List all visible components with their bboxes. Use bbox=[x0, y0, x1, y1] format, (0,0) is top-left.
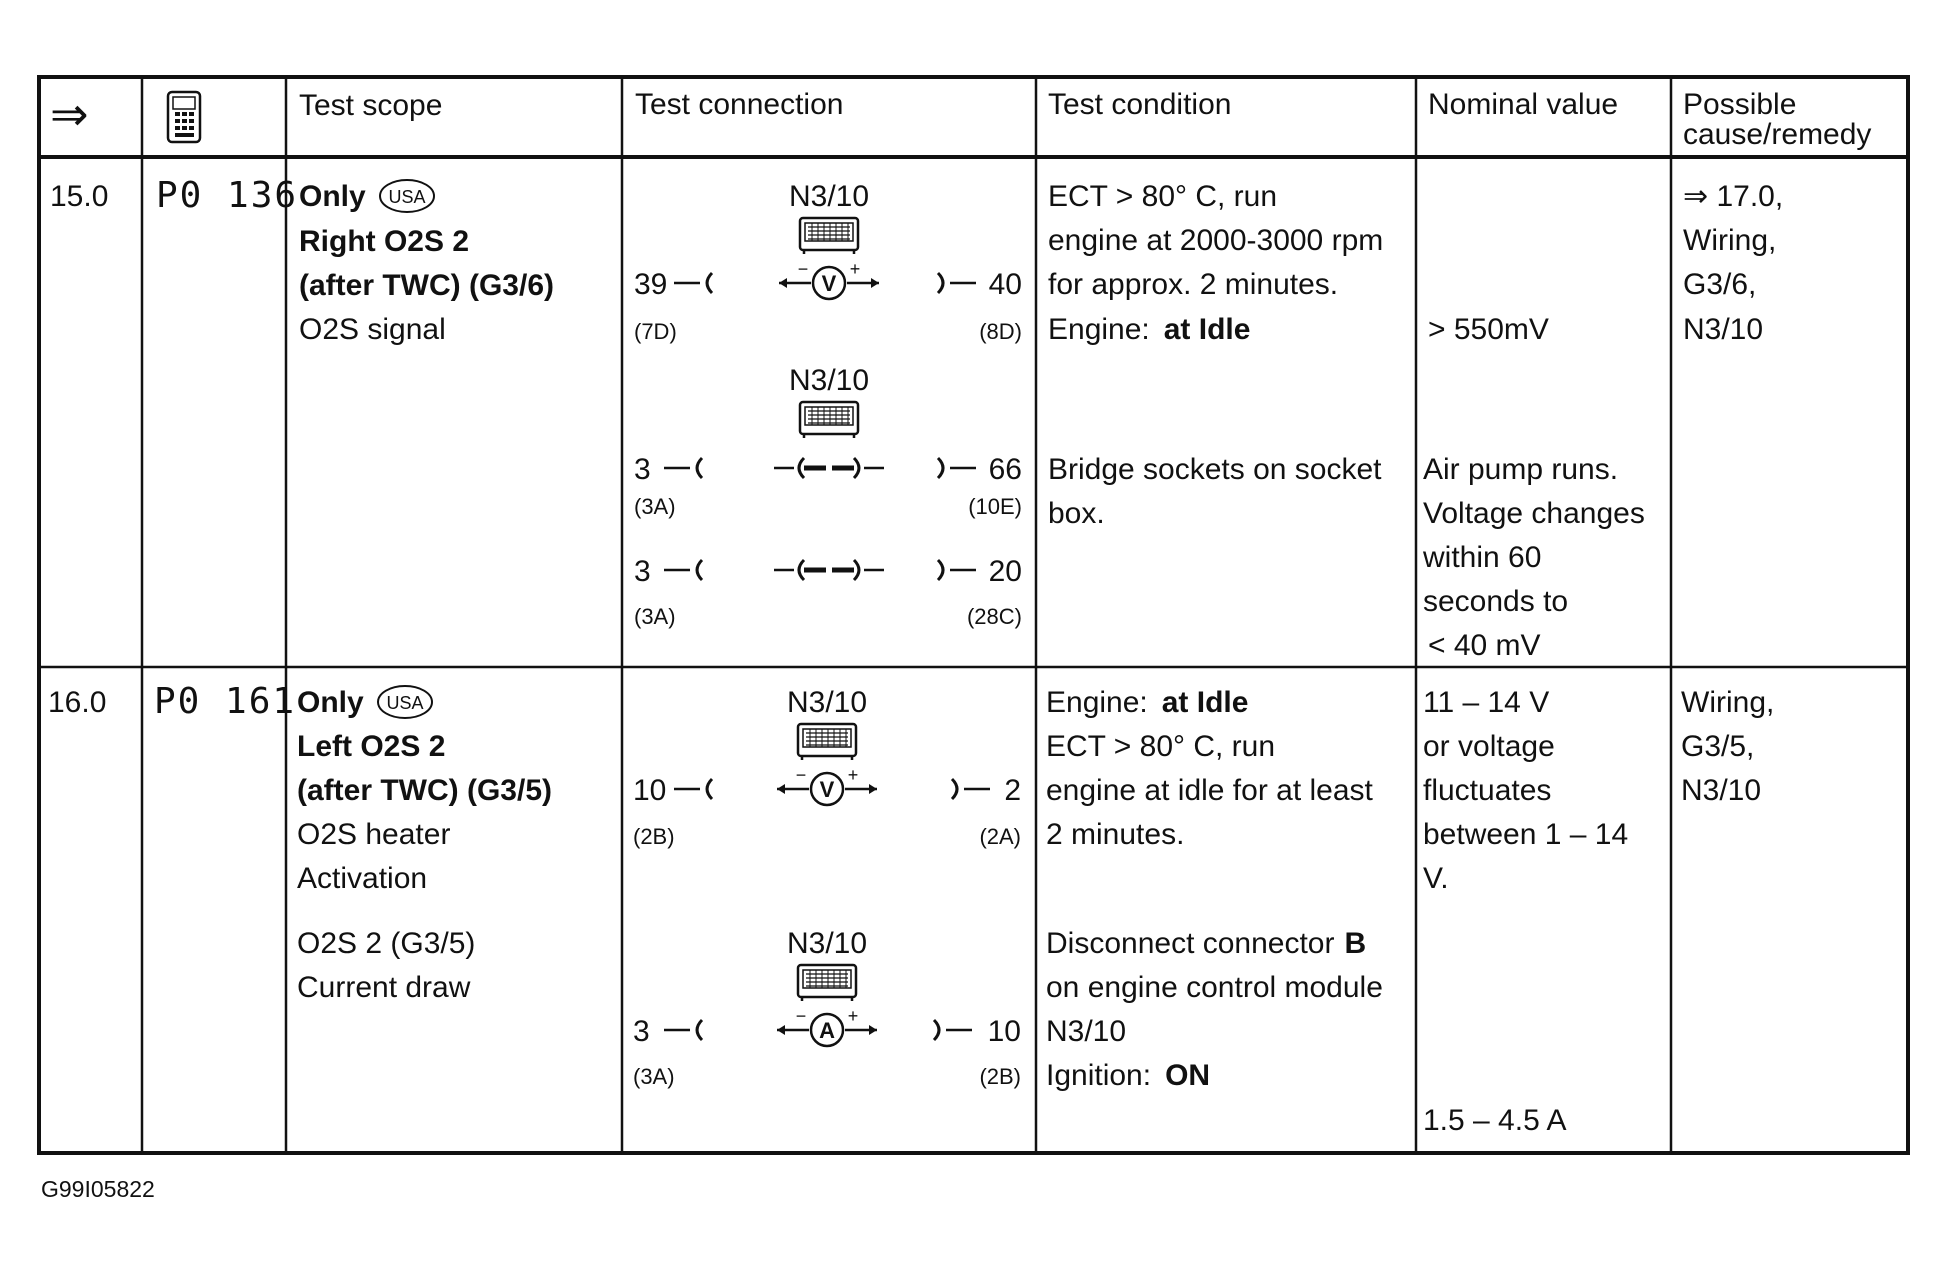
scope-only: Only bbox=[297, 686, 364, 719]
nominal-value: > 550mV bbox=[1428, 313, 1549, 346]
nominal-value: or voltage bbox=[1423, 730, 1555, 763]
connection-diagram bbox=[634, 555, 1022, 629]
nominal-value: < 40 mV bbox=[1428, 629, 1541, 662]
module-icon bbox=[800, 218, 858, 254]
header-test-connection: Test connection bbox=[635, 88, 844, 121]
left-pin: 3 bbox=[634, 555, 651, 588]
right-location: (8D) bbox=[979, 319, 1022, 344]
scope-text-3: O2S 2 (G3/5) bbox=[297, 927, 476, 960]
remedy-line: Wiring, bbox=[1681, 686, 1775, 719]
condition-line: ECT > 80° C, run bbox=[1048, 180, 1278, 213]
left-pin: 3 bbox=[634, 453, 651, 486]
condition-line: N3/10 bbox=[1046, 1015, 1127, 1048]
right-location: (10E) bbox=[968, 494, 1022, 519]
condition-line: 2 minutes. bbox=[1046, 818, 1185, 851]
usa-badge bbox=[380, 180, 434, 212]
right-location: (2A) bbox=[979, 824, 1021, 849]
left-pin: 3 bbox=[633, 1015, 650, 1048]
header-nominal-value: Nominal value bbox=[1428, 88, 1619, 121]
figure-id: G99I05822 bbox=[41, 1176, 155, 1202]
left-location: (2B) bbox=[633, 824, 675, 849]
right-plug-icon bbox=[938, 560, 976, 580]
scope-text-4: Current draw bbox=[297, 971, 471, 1004]
connection-diagram bbox=[634, 180, 1022, 344]
left-pin: 39 bbox=[634, 268, 668, 301]
svg-text:+: + bbox=[847, 1006, 859, 1026]
svg-text:A: A bbox=[819, 1018, 835, 1043]
header-test-condition: Test condition bbox=[1048, 88, 1232, 121]
right-pin: 66 bbox=[988, 453, 1022, 486]
svg-text:V: V bbox=[821, 271, 837, 296]
svg-text:−: − bbox=[797, 259, 809, 279]
scope-title-2: (after TWC) (G3/5) bbox=[297, 774, 552, 807]
left-plug-icon bbox=[664, 1020, 702, 1040]
condition-line: Disconnect connector B bbox=[1046, 927, 1367, 960]
nominal-value: 11 – 14 V bbox=[1423, 686, 1550, 719]
right-location: (28C) bbox=[966, 604, 1022, 629]
fault-code: P0 161 bbox=[154, 681, 297, 722]
bridge-icon bbox=[774, 560, 884, 580]
svg-text:−: − bbox=[795, 1006, 807, 1026]
remedy-line: G3/5, bbox=[1681, 730, 1755, 763]
svg-text:−: − bbox=[795, 765, 807, 785]
condition-line: Engine: at Idle bbox=[1046, 686, 1249, 719]
condition-line: Bridge sockets on socket bbox=[1048, 453, 1382, 486]
connection-diagram bbox=[633, 927, 1021, 1089]
svg-text:USA: USA bbox=[386, 693, 424, 713]
header-possible-cause-1: Possible bbox=[1683, 88, 1797, 121]
condition-line: Ignition: ON bbox=[1046, 1059, 1211, 1092]
module-icon bbox=[800, 402, 858, 438]
connection-diagram bbox=[633, 686, 1021, 849]
table-row bbox=[48, 681, 1774, 1137]
table-row bbox=[50, 175, 1783, 662]
step-number: 15.0 bbox=[50, 180, 109, 213]
fault-code: P0 136 bbox=[156, 175, 299, 216]
right-location: (2B) bbox=[979, 1064, 1021, 1089]
module-icon bbox=[798, 724, 856, 760]
module-label: N3/10 bbox=[788, 364, 870, 397]
ammeter-icon bbox=[777, 1006, 877, 1046]
right-plug-icon bbox=[938, 273, 976, 293]
right-pin: 2 bbox=[1004, 774, 1021, 807]
voltmeter-icon bbox=[779, 259, 879, 299]
module-label: N3/10 bbox=[786, 686, 868, 719]
left-location: (3A) bbox=[633, 1064, 675, 1089]
right-plug-icon bbox=[952, 779, 990, 799]
scope-title-1: Left O2S 2 bbox=[297, 730, 446, 763]
tester-device-icon bbox=[168, 92, 200, 142]
remedy-line: Wiring, bbox=[1683, 224, 1777, 257]
scope-title-1: Right O2S 2 bbox=[299, 225, 470, 258]
nominal-value: Voltage changes bbox=[1423, 497, 1645, 530]
nominal-value: within 60 bbox=[1423, 541, 1542, 574]
nominal-value: V. bbox=[1423, 862, 1449, 895]
left-location: (3A) bbox=[634, 604, 676, 629]
right-plug-icon bbox=[934, 1020, 972, 1040]
condition-line: for approx. 2 minutes. bbox=[1048, 268, 1339, 301]
condition-line: on engine control module bbox=[1046, 971, 1383, 1004]
connection-diagram bbox=[634, 364, 1022, 519]
right-pin: 40 bbox=[988, 268, 1022, 301]
header-possible-cause-2: cause/remedy bbox=[1683, 118, 1872, 151]
right-pin: 20 bbox=[988, 555, 1022, 588]
header-arrow: ⇒ bbox=[50, 88, 89, 140]
condition-line: Engine: at Idle bbox=[1048, 313, 1251, 346]
nominal-value: seconds to bbox=[1423, 585, 1569, 618]
right-pin: 10 bbox=[987, 1015, 1021, 1048]
remedy-line: G3/6, bbox=[1683, 268, 1757, 301]
scope-text-1: O2S heater bbox=[297, 818, 451, 851]
module-label: N3/10 bbox=[788, 180, 870, 213]
header-test-scope: Test scope bbox=[299, 89, 443, 122]
condition-line: ECT > 80° C, run bbox=[1046, 730, 1276, 763]
condition-line: engine at 2000-3000 rpm bbox=[1048, 224, 1384, 257]
bridge-icon bbox=[774, 458, 884, 478]
nominal-value: 1.5 – 4.5 A bbox=[1423, 1104, 1567, 1137]
left-location: (7D) bbox=[634, 319, 677, 344]
module-icon bbox=[798, 965, 856, 1001]
scope-title-2: (after TWC) (G3/6) bbox=[299, 269, 554, 302]
left-plug-icon bbox=[674, 779, 712, 799]
condition-line: engine at idle for at least bbox=[1046, 774, 1373, 807]
left-plug-icon bbox=[664, 458, 702, 478]
remedy-line: N3/10 bbox=[1683, 313, 1764, 346]
left-plug-icon bbox=[664, 560, 702, 580]
svg-text:+: + bbox=[847, 765, 859, 785]
svg-text:+: + bbox=[849, 259, 861, 279]
step-number: 16.0 bbox=[48, 686, 107, 719]
remedy-line: N3/10 bbox=[1681, 774, 1762, 807]
nominal-value: Air pump runs. bbox=[1423, 453, 1619, 486]
voltmeter-icon bbox=[777, 765, 877, 805]
nominal-value: between 1 – 14 bbox=[1423, 818, 1629, 851]
nominal-value: fluctuates bbox=[1423, 774, 1552, 807]
left-pin: 10 bbox=[633, 774, 667, 807]
left-plug-icon bbox=[674, 273, 712, 293]
svg-text:USA: USA bbox=[388, 187, 426, 207]
scope-text-1: O2S signal bbox=[299, 313, 446, 346]
usa-badge bbox=[378, 686, 432, 718]
module-label: N3/10 bbox=[786, 927, 868, 960]
condition-line: box. bbox=[1048, 497, 1105, 530]
left-location: (3A) bbox=[634, 494, 676, 519]
scope-only: Only bbox=[299, 180, 366, 213]
scope-text-2: Activation bbox=[297, 862, 428, 895]
right-plug-icon bbox=[938, 458, 976, 478]
svg-text:V: V bbox=[819, 777, 835, 802]
remedy-line: ⇒ 17.0, bbox=[1683, 180, 1784, 213]
